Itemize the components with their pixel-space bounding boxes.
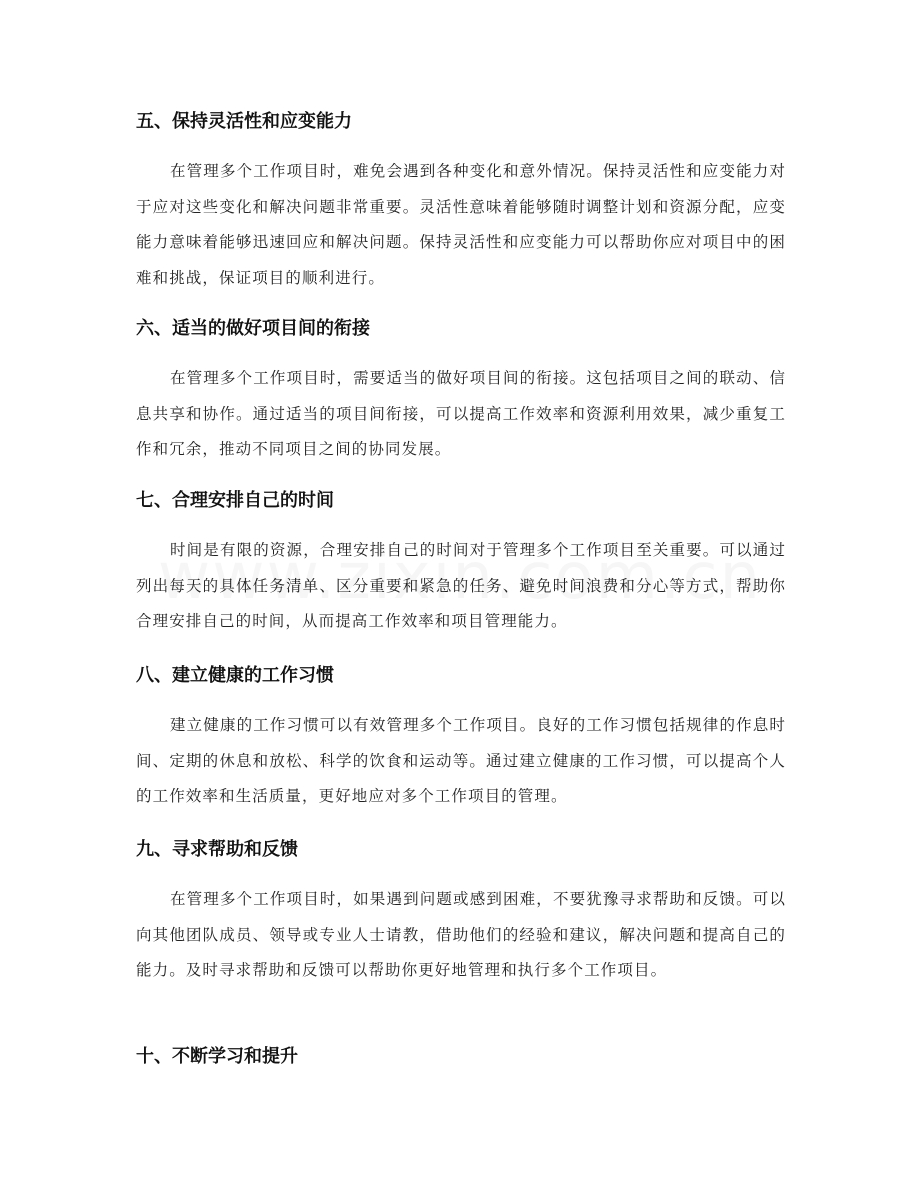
section-heading: 五、保持灵活性和应变能力: [136, 111, 352, 132]
section-paragraph: 在管理多个工作项目时，难免会遇到各种变化和意外情况。保持灵活性和应变能力对于应对这些变化和解决问题非常重要。灵活性意味着能够随时调整计划和资源分配，应变能力意味着能够迅速回应和解决问题。保持灵活性和应变能力可以帮助你应对项目中的困难和挑战，保证项目的顺利进行。: [136, 162, 786, 287]
section-7: [136, 489, 786, 640]
section-10: [136, 1045, 786, 1069]
section-paragraph: 在管理多个工作项目时，如果遇到问题或感到困难，不要犹豫寻求帮助和反馈。可以向其他团队成员、领导或专业人士请教，借助他们的经验和建议，解决问题和提高自己的能力。及时寻求帮助和反馈可以帮助你更好地管理和执行多个工作项目。: [136, 890, 786, 979]
section-heading: 七、合理安排自己的时间: [136, 490, 334, 511]
section-paragraph: 在管理多个工作项目时，需要适当的做好项目间的衔接。这包括项目之间的联动、信息共享和协作。通过适当的项目间衔接，可以提高工作效率和资源利用效果，减少重复工作和冗余，推动不同项目之间的协同发展。: [136, 369, 786, 458]
section-heading: 六、适当的做好项目间的衔接: [136, 318, 370, 339]
section-6: [136, 317, 786, 468]
section-heading: 十、不断学习和提升: [136, 1046, 298, 1067]
section-paragraph: 时间是有限的资源，合理安排自己的时间对于管理多个工作项目至关重要。可以通过列出每天的具体任务清单、区分重要和紧急的任务、避免时间浪费和分心等方式，帮助你合理安排自己的时间，从而提高工作效率和项目管理能力。: [136, 541, 786, 630]
section-8: [136, 664, 786, 815]
section-heading: 八、建立健康的工作习惯: [136, 665, 334, 686]
section-paragraph: 建立健康的工作习惯可以有效管理多个工作项目。良好的工作习惯包括规律的作息时间、定期的休息和放松、科学的饮食和运动等。通过建立健康的工作习惯，可以提高个人的工作效率和生活质量，更好地应对多个工作项目的管理。: [136, 716, 786, 805]
section-heading: 九、寻求帮助和反馈: [136, 839, 298, 860]
section-9: [136, 838, 786, 989]
section-5: [136, 110, 786, 296]
